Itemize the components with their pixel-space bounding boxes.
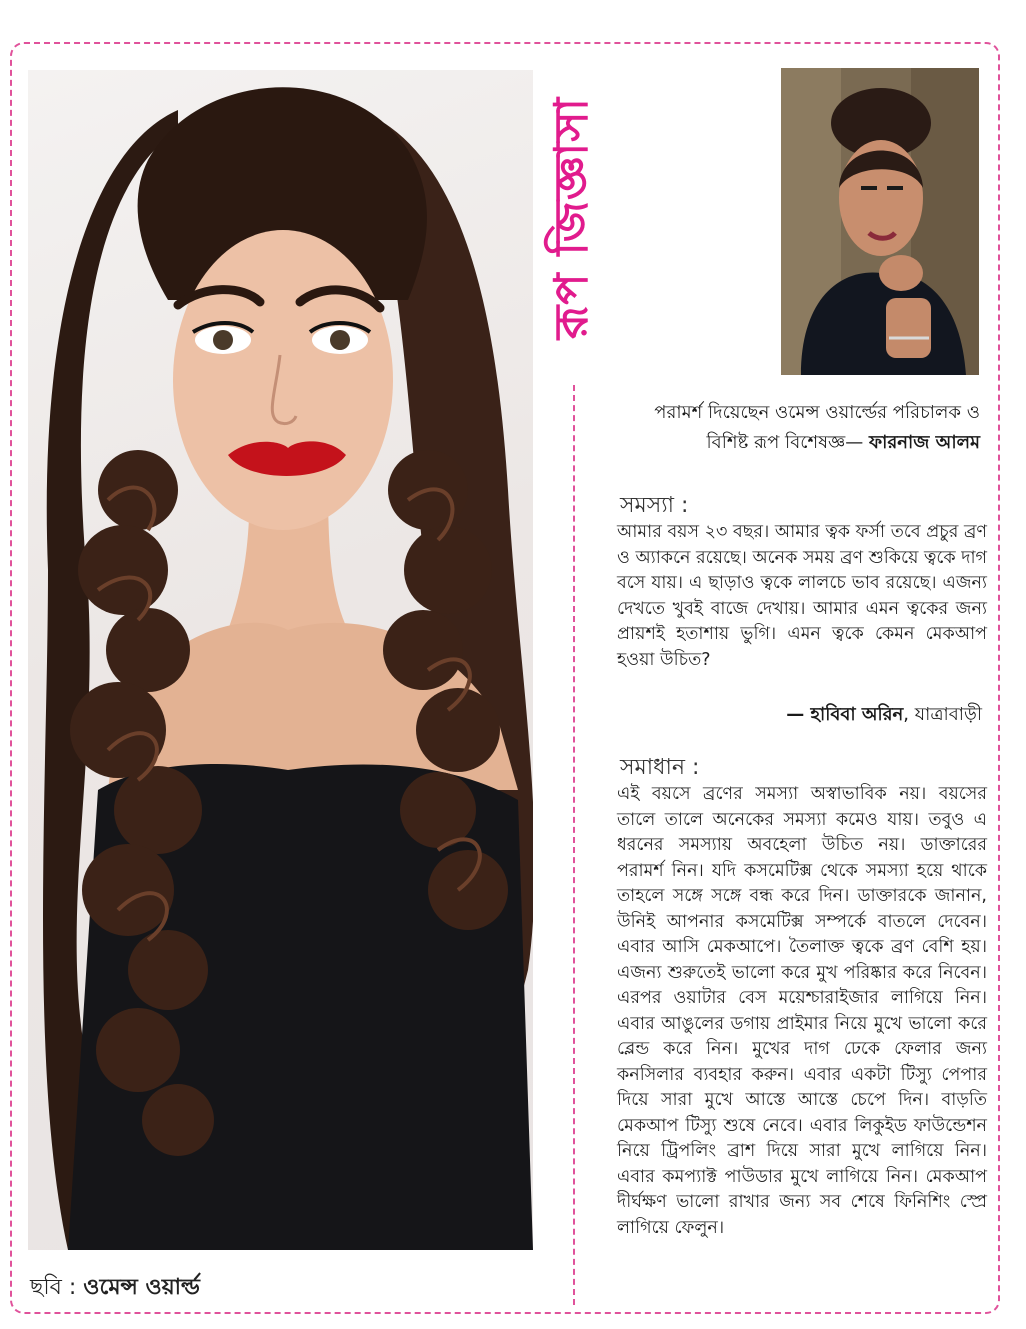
model-photo [28, 70, 533, 1250]
column-title-text: রূপ জিজ্ঞাসা [544, 96, 598, 340]
photo-credit [30, 1270, 200, 1307]
intro-line-2-prefix: বিশিষ্ট রূপ বিশেষজ্ঞ— [706, 432, 869, 453]
model-illustration [28, 70, 533, 1250]
photo-credit-name: ওমেন্স ওয়ার্ল্ড [83, 1275, 200, 1300]
problem-label: সমস্যা : [620, 493, 689, 518]
expert-illustration [781, 68, 979, 375]
column-title [545, 68, 605, 368]
sender-name: — হাবিবা অরিন [786, 704, 904, 725]
problem-text: আমার বয়স ২৩ বছর। আমার ত্বক ফর্সা তবে প্রচুর ব্রণ ও অ্যাকনে রয়েছে। অনেক সময় ব্রণ শুকিয়ে ত্বকে দাগ বসে যায়। এ ছাড়াও ত্বকে লালচে ভাব রয়েছে। এজন্য দেখতে খুবই বাজে দেখায়। আমার এমন ত্বকের জন্য প্রায়শই হতাশায় ভুগি। এমন ত্বকে কেমন মেকআপ হওয়া উচিত? [617, 522, 987, 670]
sender-place: , যাত্রাবাড়ী [903, 704, 982, 725]
intro-line-1: পরামর্শ দিয়েছেন ওমেন্স ওয়ার্ল্ডের পরিচালক ও [654, 402, 980, 423]
question-signature [600, 700, 982, 731]
expert-photo [781, 68, 979, 375]
expert-intro [600, 398, 980, 458]
solution-label: সমাধান : [620, 755, 700, 780]
intro-line-2 [600, 428, 980, 458]
photo-credit-prefix: ছবি : [30, 1275, 84, 1300]
expert-name: ফারনাজ আলম [868, 432, 980, 453]
solution-text: এই বয়সে ব্রণের সমস্যা অস্বাভাবিক নয়। বয়সের তালে তালে অনেকের সমস্যা কমেও যায়। তবুও এ ধরনের সমস্যায় অবহেলা উচিত নয়। ডাক্তারের পরামর্শ নিন। যদি কসমেটিক্স থেকে সমস্যা হয়ে থাকে তাহলে সঙ্গে সঙ্গে বন্ধ করে দিন। ডাক্তারকে জানান, উনিই আপনার কসমেটিক্স সম্পর্কে বাতলে দেবেন। এবার আসি মেকআপে। তৈলাক্ত ত্বকে ব্রণ বেশি হয়। এজন্য শুরুতেই ভালো করে মুখ পরিষ্কার করে নিবেন। এরপর ওয়াটার বেস ময়েশ্চারাইজার লাগিয়ে নিন। এবার আঙুলের ডগায় প্রাইমার নিয়ে মুখে ভালো করে ব্লেন্ড করে নিন। মুখের দাগ ঢেকে ফেলার জন্য কনসিলার ব্যবহার করুন। এবার একটা টিস্যু পেপার দিয়ে সারা মুখে আস্তে আস্তে চেপে দিন। বাড়তি মেকআপ টিস্যু শুষে নেবে। এবার লিকুইড ফাউন্ডেশন নিয়ে ট্রিপলিং ব্রাশ দিয়ে সারা মুখে লাগিয়ে নিন। এবার কমপ্যাক্ট পাউডার মুখে লাগিয়ে নিন। মেকআপ দীর্ঘক্ষণ ভালো রাখার জন্য সব শেষে ফিনিশিং স্প্রে লাগিয়ে ফেলুন। [617, 784, 987, 1238]
column-divider [573, 385, 575, 1305]
